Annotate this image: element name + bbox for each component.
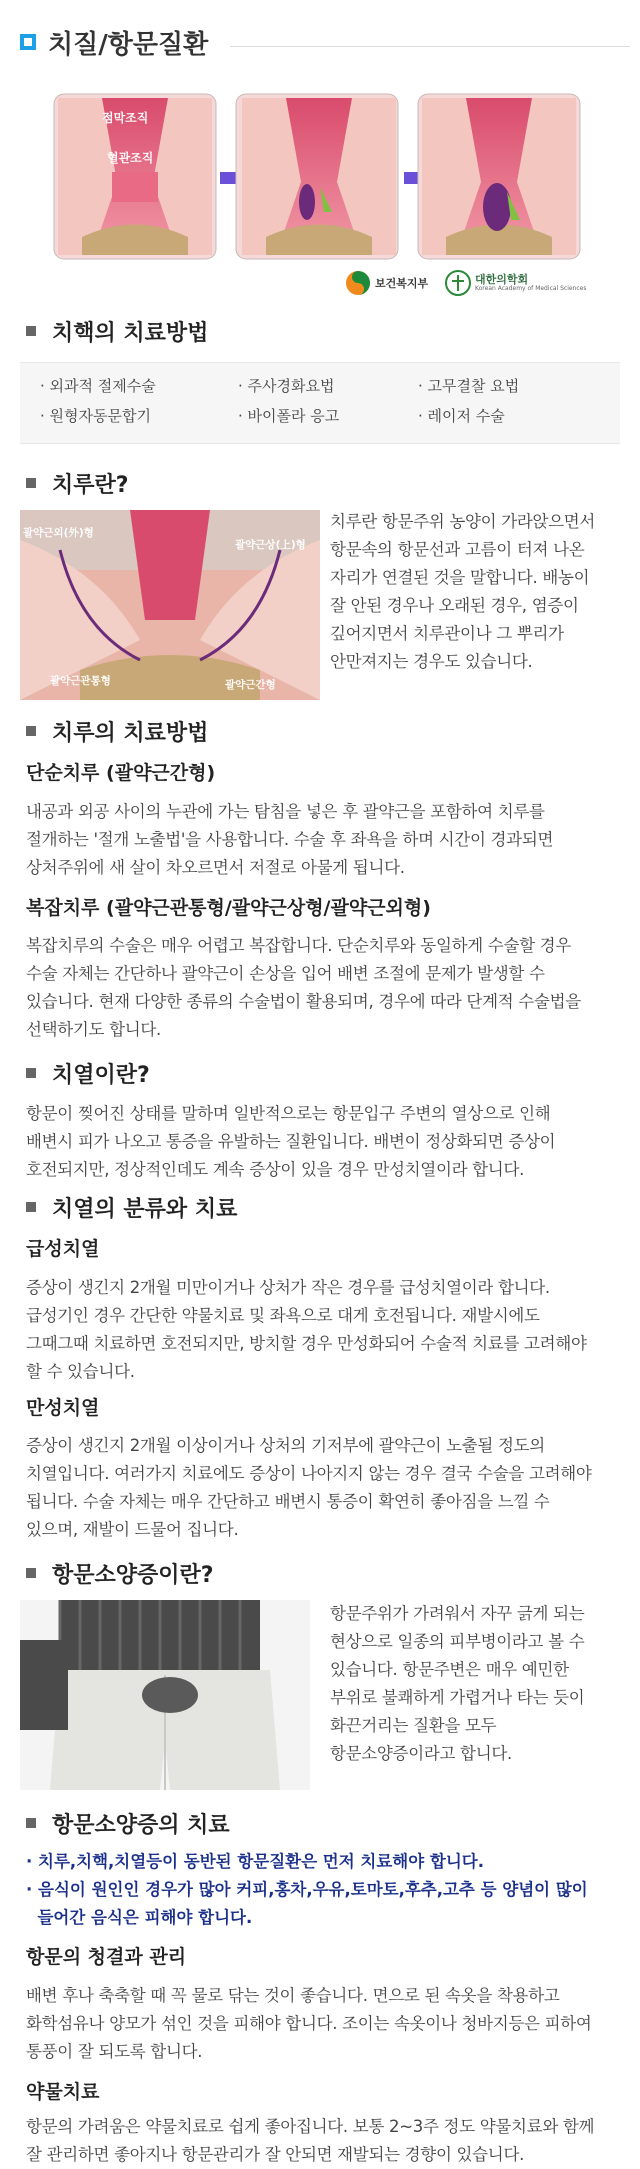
bullet-square-icon — [26, 326, 36, 336]
bullet-square-icon — [26, 478, 36, 488]
logo-strip — [345, 268, 587, 300]
pruritus-text: 항문주위가 가려워서 자꾸 긁게 되는 현상으로 일종의 피부병이라고 볼 수 있습니다. 항문주변은 매우 예민한 부위로 불쾌하게 가렵거나 타는 듯이 화끈거리는 질환을 모두 항문소양증이라고 합니다. — [330, 1604, 585, 1763]
section-heading-fistula: 치루란? — [26, 468, 129, 499]
section-heading-pruritus: 항문소양증이란? — [26, 1558, 214, 1589]
treatment-item: · 고무결찰 요법 — [418, 377, 520, 395]
subheading-chronic: 만성치열 — [26, 1397, 100, 1419]
stage-1-panel — [54, 94, 216, 259]
subheading-hygiene: 항문의 청결과 관리 — [26, 1946, 187, 1968]
treatment-grid — [20, 362, 620, 444]
section-heading-fissure-class: 치열의 분류와 치료 — [26, 1192, 237, 1223]
chronic-text: 증상이 생긴지 2개월 이상이거나 상처의 기저부에 괄약근이 노출될 정도의 치열입니다. 여러가지 치료에도 증상이 나아지지 않는 경우 결국 수술을 고려해야 됩니다. 수술 자체는 매우 간단하고 배변시 통증이 확연히 좋아짐을 느낄 수 있으며, 재발이 드물어 집니다. — [26, 1436, 592, 1539]
section-heading-hemorrhoid-treatment: 치핵의 치료방법 — [26, 316, 208, 347]
pruritus-photo — [20, 1600, 310, 1790]
stage-3-panel — [418, 94, 580, 259]
page-title: 치질/항문질환 — [48, 30, 209, 60]
hemorrhoid-stage-diagram — [52, 92, 582, 267]
title-divider — [230, 46, 630, 47]
treatment-item: · 외과적 절제수술 — [40, 377, 156, 395]
title-square-icon — [20, 34, 36, 50]
section-heading-pruritus-treatment: 항문소양증의 치료 — [26, 1808, 230, 1839]
acute-text: 증상이 생긴지 2개월 미만이거나 상처가 작은 경우를 급성치열이라 합니다. 급성기인 경우 간단한 약물치료 및 좌욕으로 대게 호전됩니다. 재발시에도 그때그때 치료하면 호전되지만, 방치할 경우 만성화되어 수술적 치료를 고려해야 할 수 있습니다. — [26, 1278, 587, 1381]
label-mucosa: 점막조직 — [102, 111, 149, 125]
section-heading-fissure: 치열이란? — [26, 1058, 150, 1089]
treatment-item: · 주사경화요법 — [238, 377, 335, 395]
logo2-subtext: Korean Academy of Medical Sciences — [475, 285, 587, 292]
list-item: · 치루,치핵,치열등이 동반된 항문질환은 먼저 치료해야 합니다. — [26, 1852, 485, 1871]
bullet-square-icon — [26, 1568, 36, 1578]
kams-logo-icon — [445, 270, 471, 296]
logo2-text: 대한의학회 — [475, 273, 529, 286]
pruritus-bullet-list — [26, 1848, 626, 1932]
fistula-label-extra: 괄약근외(外)형 — [23, 527, 94, 539]
complex-fistula-text: 복잡치루의 수술은 매우 어렵고 복잡합니다. 단순치루와 동일하게 수술할 경우 수술 자체는 간단하나 괄약근이 손상을 입어 배변 조절에 문제가 발생할 수 있습니다. 현재 다양한 종류의 수술법이 활용되며, 경우에 따라 단계적 수술법을 선택하기도 합니다. — [26, 936, 581, 1039]
page-title-bar — [20, 22, 630, 62]
bullet-square-icon — [26, 1202, 36, 1212]
list-item: · 음식이 원인인 경우가 많아 커피,홍차,우유,토마토,후추,고추 등 양념이 많이 — [26, 1880, 588, 1899]
fistula-label-trans: 괄약근관통형 — [50, 675, 111, 687]
subheading-acute: 급성치열 — [26, 1238, 100, 1260]
drug-text: 항문의 가려움은 약물치료로 쉽게 좋아집니다. 보통 2~3주 정도 약물치료와 함께 잘 관리하면 좋아지나 항문관리가 잘 안되면 재발되는 경향이 있습니다. — [26, 2117, 595, 2164]
logo1-text: 보건복지부 — [375, 277, 429, 290]
treatment-item: · 원형자동문합기 — [40, 407, 151, 425]
bullet-square-icon — [26, 1818, 36, 1828]
list-item-continued: 들어간 음식은 피해야 합니다. — [26, 1908, 253, 1927]
stage-2-panel — [236, 94, 398, 259]
fistula-label-inter: 괄약근간형 — [225, 679, 276, 691]
bullet-square-icon — [26, 1068, 36, 1078]
subheading-complex-fistula: 복잡치루 (괄약근관통형/괄약근상형/괄약근외형) — [26, 897, 431, 919]
treatment-item: · 바이폴라 응고 — [238, 407, 340, 425]
treatment-item: · 레이저 수술 — [418, 407, 505, 425]
mohw-logo-icon — [345, 270, 371, 296]
section-heading-fistula-treatment: 치루의 치료방법 — [26, 716, 208, 747]
simple-fistula-text: 내공과 외공 사이의 누관에 가는 탐침을 넣은 후 괄약근을 포함하여 치루를 절개하는 '절개 노출법'을 사용합니다. 수술 후 좌욕을 하며 시간이 경과되면 상처주위에 새 살이 차오르면서 저절로 아물게 됩니다. — [26, 802, 554, 877]
hygiene-text: 배변 후나 축축할 때 꼭 물로 닦는 것이 좋습니다. 면으로 된 속옷을 착용하고 화학섬유나 양모가 섞인 것을 피해야 합니다. 조이는 속옷이나 청바지등은 피하여 통풍이 잘 되도록 합니다. — [26, 1986, 592, 2061]
fistula-diagram — [20, 510, 320, 700]
subheading-simple-fistula: 단순치루 (괄약근간형) — [26, 762, 216, 784]
fistula-description: 치루란 항문주위 농양이 가라앉으면서 항문속의 항문선과 고름이 터져 나온 자리가 연결된 것을 말합니다. 배농이 잘 안된 경우나 오래된 경우, 염증이 깊어지면서 치루관이나 그 뿌리가 안만져지는 경우도 있습니다. — [330, 512, 596, 671]
subheading-drug: 약물치료 — [26, 2081, 100, 2103]
bullet-square-icon — [26, 726, 36, 736]
fistula-label-supra: 괄약근상(上)형 — [235, 539, 306, 551]
fissure-text: 항문이 찢어진 상태를 말하며 일반적으로는 항문입구 주변의 열상으로 인해 배변시 피가 나오고 통증을 유발하는 질환입니다. 배변이 정상화되면 증상이 호전되지만, 정상적인데도 계속 증상이 있을 경우 만성치열이라 합니다. — [26, 1104, 556, 1179]
label-vascular: 혈관조직 — [107, 151, 154, 165]
